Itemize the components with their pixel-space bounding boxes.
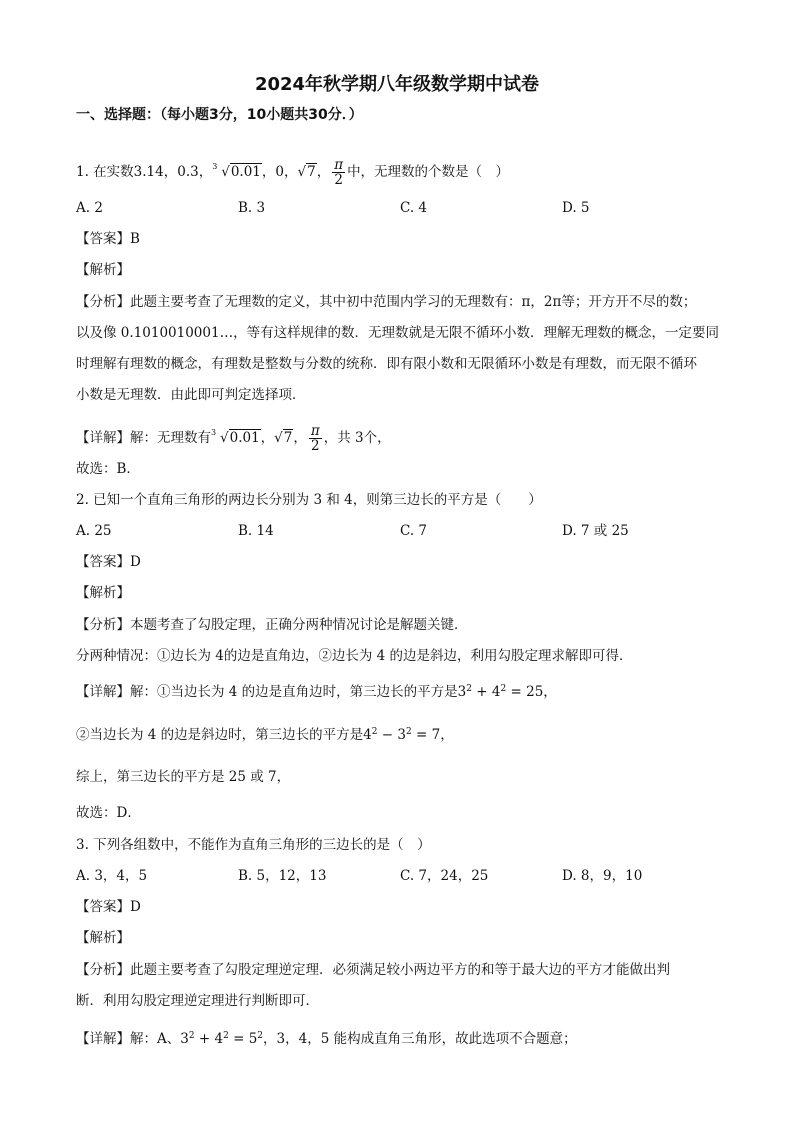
q2-option-d: D. 7 或 25 xyxy=(562,523,629,539)
q3-fenxi-line2: 断．利用勾股定理逆定理进行判断即可． xyxy=(76,993,319,1009)
q2-zongshang: 综上，第三边长的平方是 25 或 7， xyxy=(76,769,291,785)
q3-fenxi-line1: 【分析】此题主要考查了勾股定理逆定理．必须满足较小两边平方的和等于最大边的平方才能做出判 xyxy=(76,962,670,978)
q2-case2: ②当边长为 4 的边是斜边时，第三边长的平方是$4^2 - 3^2 = 7$， xyxy=(76,727,454,743)
q3-jiexi: 【解析】 xyxy=(76,930,130,946)
q1-fenxi-line1: 【分析】此题主要考查了无理数的定义，其中初中范围内学习的无理数有：π，2π等；开方开不尽的数； xyxy=(76,294,697,310)
q3-option-a: A. 3，4，5 xyxy=(76,868,148,884)
q1-option-d: D. 5 xyxy=(562,200,590,216)
q2-xiangjie: 【详解】解：①当边长为 4 的边是直角边时，第三边长的平方是$3^2 + 4^2 = 25$， xyxy=(76,684,557,700)
q3-option-b: B. 5，12，13 xyxy=(238,868,327,884)
q1-fenxi-line2: 以及像 0.1010010001…，等有这样规律的数．无理数就是无限不循环小数．理解无理数的概念，一定要同 xyxy=(76,325,720,341)
q1-answer: 【答案】B xyxy=(76,231,140,247)
q3-answer: 【答案】D xyxy=(76,899,141,915)
q1-option-c: C. 4 xyxy=(400,200,428,216)
math-3sq-plus-4sq: $3^2 + 4^2$ xyxy=(457,684,507,700)
math-3sq-plus-4sq-eq-5sq: $3^2 + 4^2 = 5^2$ xyxy=(180,1031,264,1047)
q2-guxuan: 故选：D． xyxy=(76,805,141,821)
page-title: 2024年秋学期八年级数学期中试卷 xyxy=(254,74,540,95)
q2-jiexi: 【解析】 xyxy=(76,585,130,601)
q2-option-c: C. 7 xyxy=(400,523,428,539)
q2-fenxi: 【分析】本题考查了勾股定理，正确分两种情况讨论是解题关键． xyxy=(76,617,468,633)
q2-stem: 2. 已知一个直角三角形的两边长分别为 3 和 4，则第三边长的平方是（ ） xyxy=(76,492,542,508)
q3-option-d: D. 8，9，10 xyxy=(562,868,643,884)
q2-option-b: B. 14 xyxy=(238,523,274,539)
q1-option-b: B. 3 xyxy=(238,200,266,216)
pi-over-2: $\frac{\pi}{2}$ xyxy=(334,157,344,188)
q3-stem: 3. 下列各组数中，不能作为直角三角形的三边长的是（ ） xyxy=(76,837,431,853)
section-heading: 一、选择题：（每小题3分，10小题共30分．） xyxy=(76,107,363,123)
q1-fenxi-line3: 时理解有理数的概念，有理数是整数与分数的统称．即有限小数和无限循环小数是有理数，而无限不循环 xyxy=(76,356,697,372)
q1-guxuan: 故选：B． xyxy=(76,461,140,477)
q2-option-a: A. 25 xyxy=(76,523,112,539)
cube-root-expr: 3 √0.01 xyxy=(212,162,261,180)
q1-jiexi: 【解析】 xyxy=(76,262,130,278)
q3-option-c: C. 7，24，25 xyxy=(400,868,489,884)
q1-xiangjie: 【详解】解：无理数有 3 √0.01，√7， $\frac{\pi}{2}$ ，共 3个， xyxy=(76,423,391,454)
q3-xiangjie: 【详解】解：A、$3^2 + 4^2 = 5^2$，3，4，5 能构成直角三角形，故此选项不合题意； xyxy=(76,1031,577,1047)
q1-stem: 1. 在实数3.14，0.3， 3 √0.01，0，√7， $\frac{\pi}{2}$ 中，无理数的个数是（ ） xyxy=(76,157,510,188)
q2-fenliang: 分两种情况：①边长为 4的边是直角边，②边长为 4 的边是斜边，利用勾股定理求解即可得． xyxy=(76,648,633,664)
sqrt-expr: √7 xyxy=(297,164,316,180)
q1-fenxi-line4: 小数是无理数．由此即可判定选择项． xyxy=(76,387,306,403)
q1-option-a: A. 2 xyxy=(76,200,103,216)
q2-answer: 【答案】D xyxy=(76,554,141,570)
math-4sq-minus-3sq: $4^2 - 3^2$ xyxy=(363,727,412,743)
